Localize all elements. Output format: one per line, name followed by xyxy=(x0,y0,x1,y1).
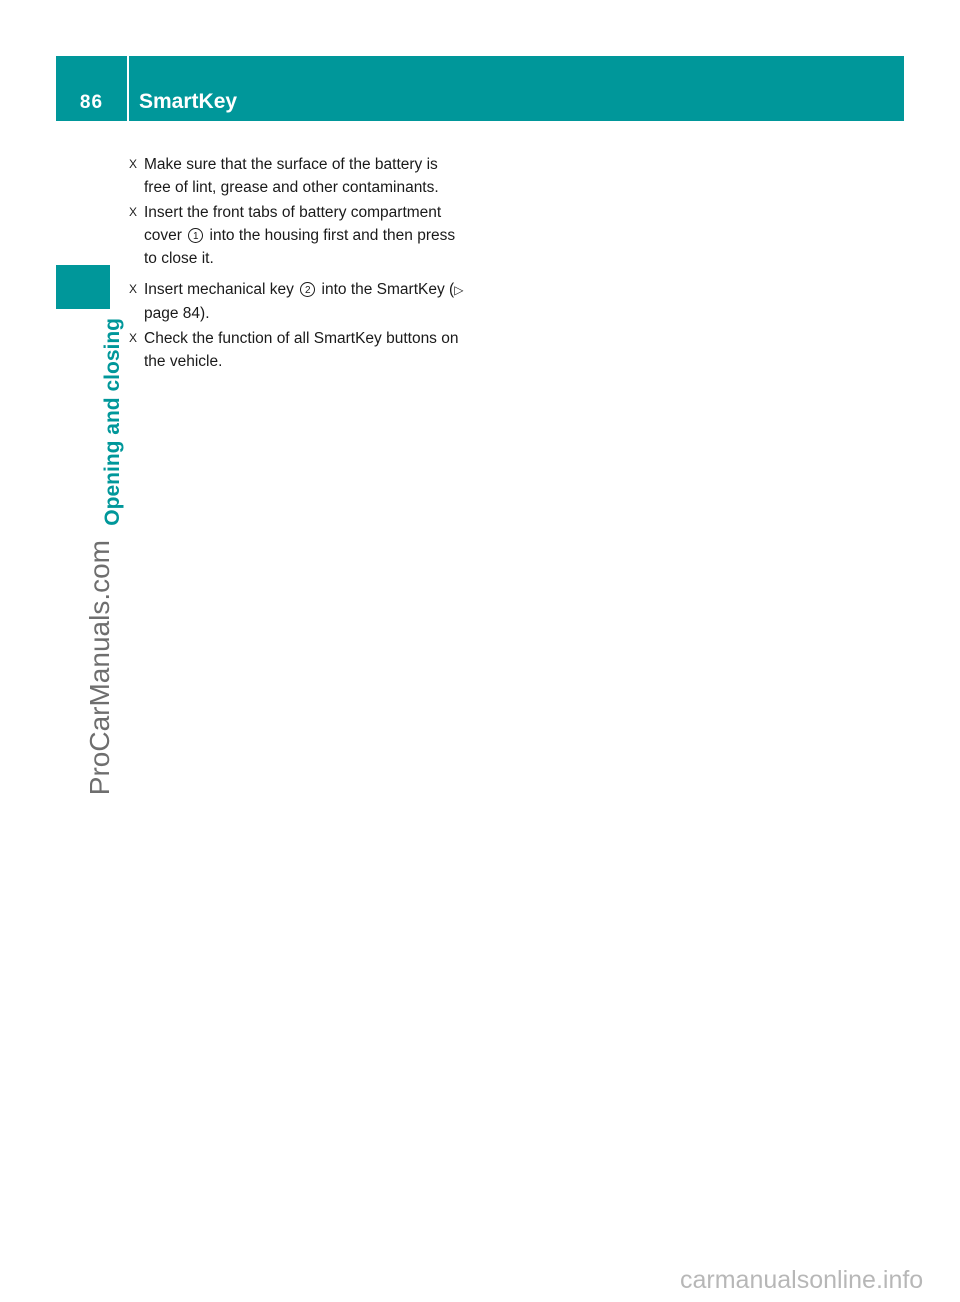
page-number: 86 xyxy=(79,92,104,113)
step-item xyxy=(129,153,464,199)
step-item xyxy=(129,327,464,373)
chapter-label: Opening and closing xyxy=(101,318,124,526)
step-text: Check the function of all SmartKey buttons on the vehicle. xyxy=(144,330,459,370)
step-text: Insert mechanical key xyxy=(144,281,294,298)
callout-1-icon: 1 xyxy=(188,228,203,243)
step-text: into the housing first and then press to close it. xyxy=(144,227,456,267)
step-marker-icon: X xyxy=(129,282,138,296)
instruction-list xyxy=(129,153,464,375)
watermark-procarmanuals: ProCarManuals.com xyxy=(84,540,115,796)
step-item xyxy=(129,201,464,270)
step-marker-icon: X xyxy=(129,157,138,171)
section-title: SmartKey xyxy=(139,90,238,113)
chapter-tab xyxy=(56,265,110,309)
header-divider xyxy=(127,56,129,121)
page-reference-link[interactable]: page 84). xyxy=(144,305,210,322)
watermark-carmanualsonline: carmanualsonline.info xyxy=(680,1266,924,1294)
step-text: Make sure that the surface of the battery is free of lint, grease and other contaminants. xyxy=(144,156,439,196)
step-marker-icon: X xyxy=(129,205,138,219)
page-header xyxy=(56,56,904,121)
step-text: into the SmartKey ( xyxy=(321,281,455,298)
step-item xyxy=(129,278,464,325)
step-text: Insert the front tabs of battery compartment cover xyxy=(144,204,442,244)
step-marker-icon: X xyxy=(129,331,138,345)
page-reference-arrow-icon: ▷ xyxy=(454,283,464,297)
callout-2-icon: 2 xyxy=(300,282,315,297)
